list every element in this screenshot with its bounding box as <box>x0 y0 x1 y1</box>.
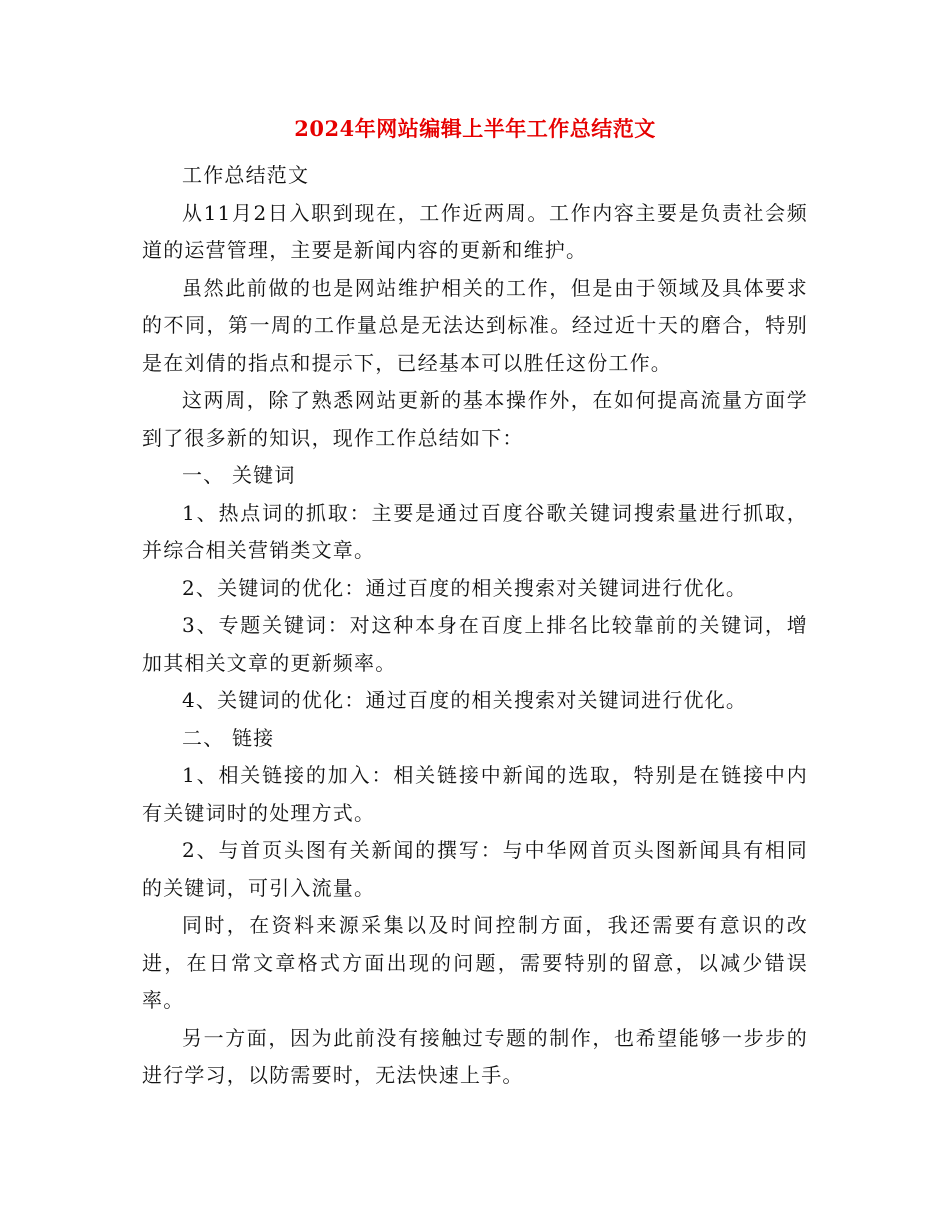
paragraph-subtitle: 工作总结范文 <box>182 163 310 187</box>
list-item: 2、与首页头图有关新闻的撰写：与中华网首页头图新闻具有相同的关键词，可引入流量。 <box>142 838 808 900</box>
list-item: 1、相关链接的加入：相关链接中新闻的选取，特别是在链接中内有关键词时的处理方式。 <box>142 763 808 825</box>
list-item: 4、关键词的优化：通过百度的相关搜索对关键词进行优化。 <box>182 688 748 712</box>
list-item: 1、热点词的抓取：主要是通过百度谷歌关键词搜索量进行抓取，并综合相关营销类文章。 <box>142 500 808 562</box>
paragraph: 另一方面，因为此前没有接触过专题的制作，也希望能够一步步的进行学习，以防需要时，无法快速上手。 <box>142 1025 808 1087</box>
paragraph: 这两周，除了熟悉网站更新的基本操作外，在如何提高流量方面学到了很多新的知识，现作工作总结如下： <box>142 388 808 450</box>
list-item: 3、专题关键词：对这种本身在百度上排名比较靠前的关键词，增加其相关文章的更新频率。 <box>142 613 808 675</box>
document-title: 2024年网站编辑上半年工作总结范文 <box>294 116 656 141</box>
document-body <box>142 157 808 1095</box>
list-item: 2、关键词的优化：通过百度的相关搜索对关键词进行优化。 <box>182 575 748 600</box>
section-heading-links: 二、 链接 <box>182 725 275 750</box>
paragraph: 虽然此前做的也是网站维护相关的工作，但是由于领域及具体要求的不同，第一周的工作量总是无法达到标准。经过近十天的磨合，特别是在刘倩的指点和提示下，已经基本可以胜任这份工作。 <box>142 275 808 375</box>
paragraph: 从11月2日入职到现在，工作近两周。工作内容主要是负责社会频道的运营管理，主要是新闻内容的更新和维护。 <box>142 200 808 262</box>
paragraph: 同时，在资料来源采集以及时间控制方面，我还需要有意识的改进，在日常文章格式方面出现的问题，需要特别的留意，以减少错误率。 <box>142 913 808 1012</box>
section-heading-keywords: 一、 关键词 <box>182 463 296 487</box>
